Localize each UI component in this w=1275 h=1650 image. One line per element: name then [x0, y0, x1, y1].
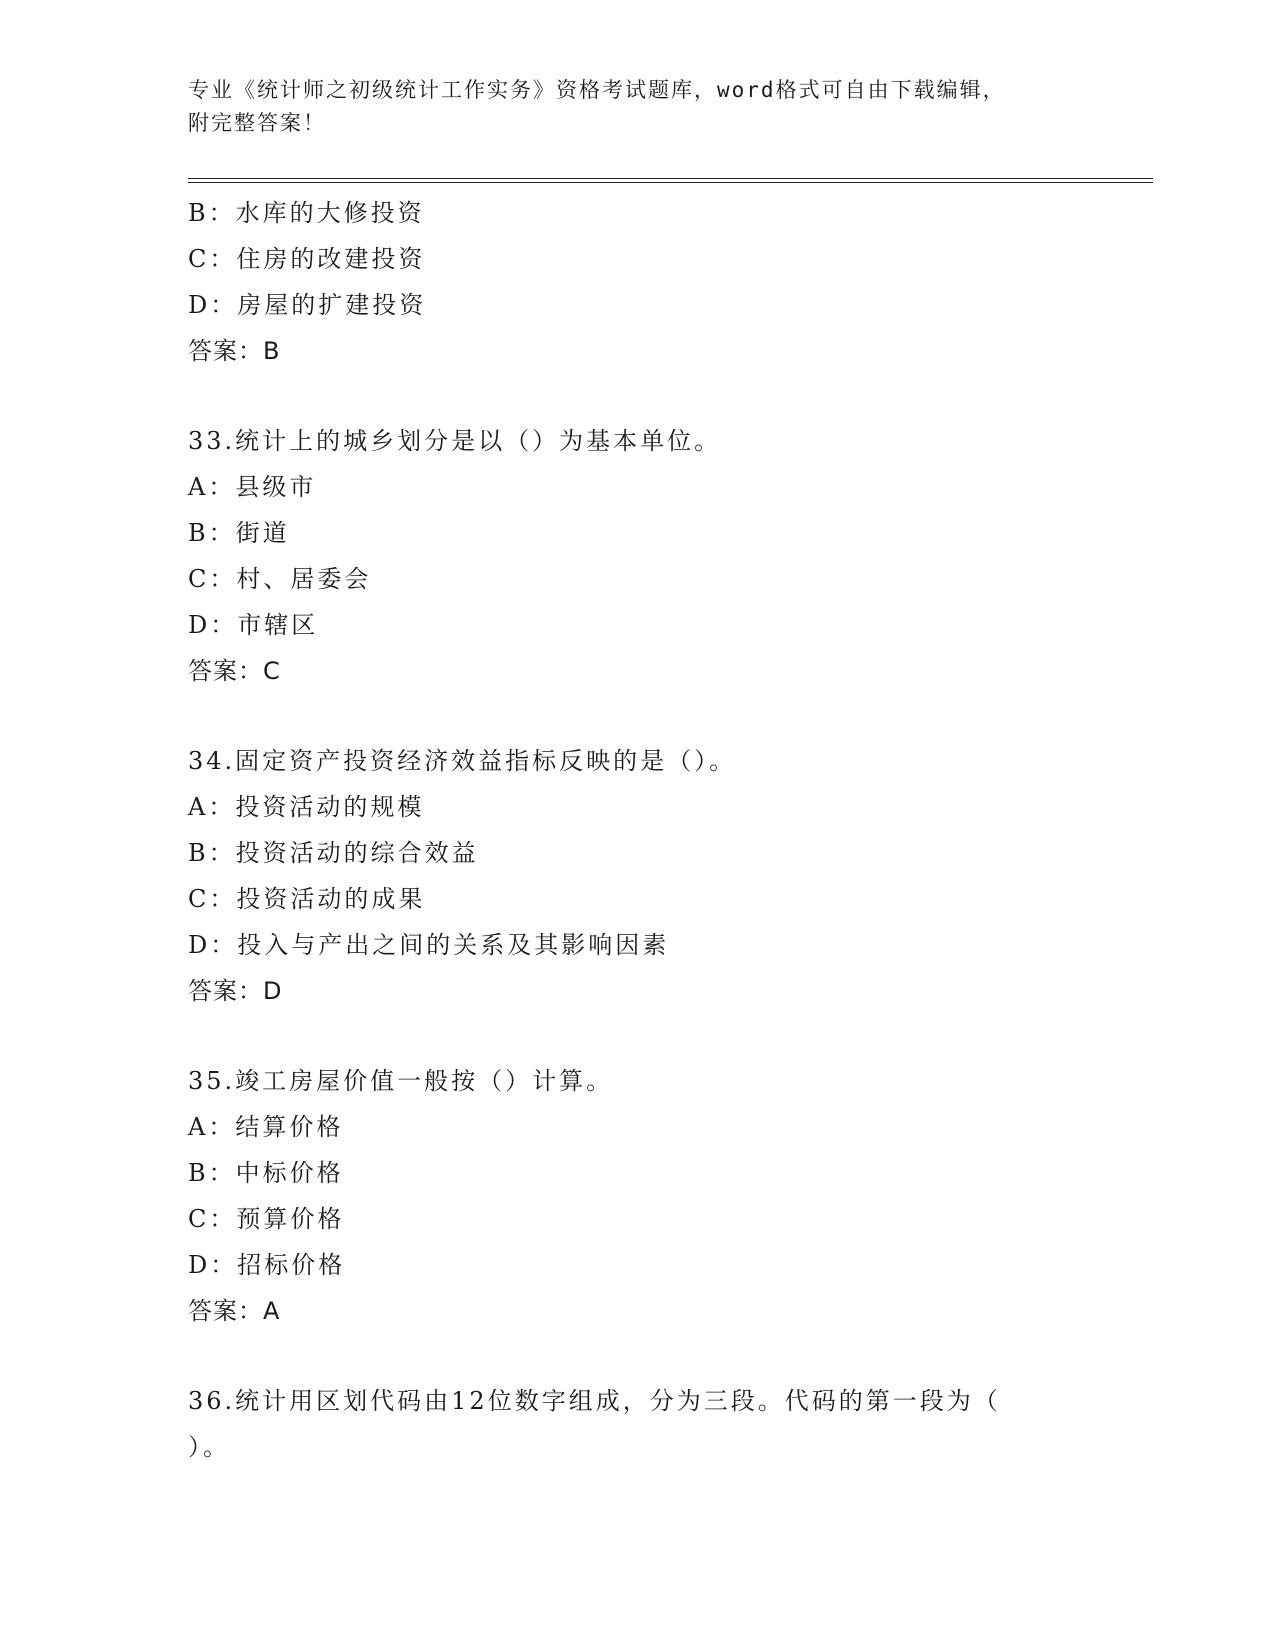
- answer-line: 答案：B: [188, 337, 281, 365]
- spacer: [188, 1014, 1088, 1058]
- question-title: 35.竣工房屋价值一般按（）计算。: [188, 1067, 614, 1095]
- option-c: C：预算价格: [188, 1205, 345, 1233]
- option-b: B：中标价格: [188, 1159, 344, 1187]
- answer-line: 答案：A: [188, 1297, 281, 1325]
- header-line-1: 专业《统计师之初级统计工作实务》资格考试题库，word格式可自由下载编辑，: [188, 78, 1006, 102]
- option-a: A：结算价格: [188, 1113, 344, 1141]
- spacer: [188, 374, 1088, 418]
- question-title-line-1: 36.统计用区划代码由12位数字组成，分为三段。代码的第一段为（: [188, 1387, 1001, 1415]
- option-d: D：市辖区: [188, 611, 319, 639]
- option-c: C：住房的改建投资: [188, 245, 426, 273]
- answer-line: 答案：C: [188, 657, 281, 685]
- question-title: 34.固定资产投资经济效益指标反映的是（）。: [188, 747, 737, 775]
- question-title-line-2: ）。: [188, 1433, 230, 1461]
- question-list: [188, 190, 1088, 1470]
- option-a: A：县级市: [188, 473, 317, 501]
- question-36: [188, 1378, 1088, 1470]
- option-b: B：水库的大修投资: [188, 199, 425, 227]
- document-header: [188, 74, 1088, 140]
- option-d: D：招标价格: [188, 1251, 346, 1279]
- question-35: [188, 1058, 1088, 1334]
- question-title: 33.统计上的城乡划分是以（）为基本单位。: [188, 427, 722, 455]
- header-line-2: 附完整答案！: [188, 111, 326, 135]
- header-divider-bottom: [188, 182, 1153, 183]
- option-c: C：村、居委会: [188, 565, 372, 593]
- header-divider-top: [188, 178, 1153, 179]
- option-a: A：投资活动的规模: [188, 793, 425, 821]
- option-c: C：投资活动的成果: [188, 885, 426, 913]
- option-d: D：投入与产出之间的关系及其影响因素: [188, 931, 670, 959]
- option-d: D：房屋的扩建投资: [188, 291, 427, 319]
- answer-line: 答案：D: [188, 977, 283, 1005]
- option-b: B：投资活动的综合效益: [188, 839, 479, 867]
- question-34: [188, 738, 1088, 1014]
- spacer: [188, 694, 1088, 738]
- question-33: [188, 418, 1088, 694]
- spacer: [188, 1334, 1088, 1378]
- option-b: B：街道: [188, 519, 290, 547]
- question-32-fragment: [188, 190, 1088, 374]
